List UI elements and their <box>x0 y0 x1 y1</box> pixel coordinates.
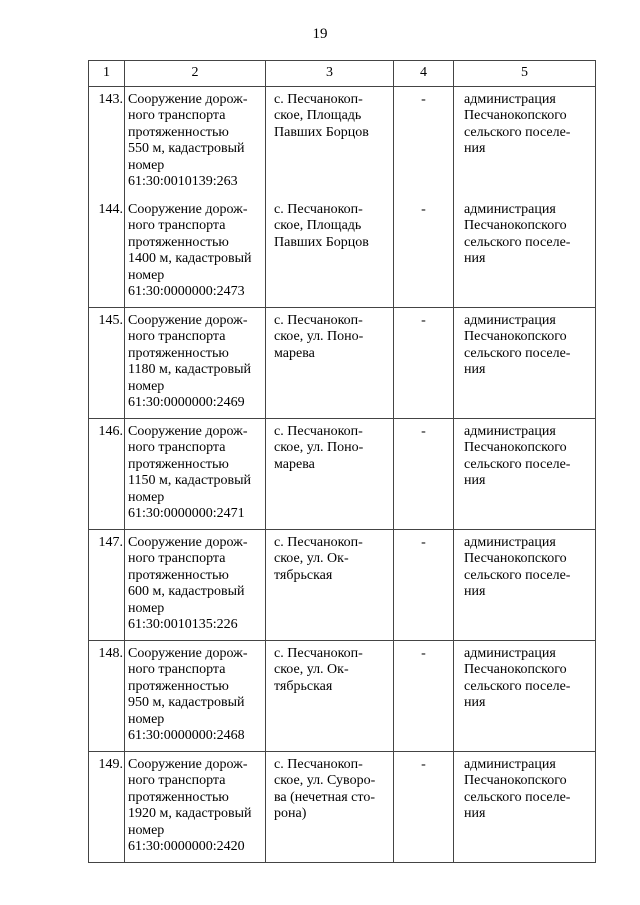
object-description-line: 600 м, кадастровый <box>128 584 245 600</box>
object-address-line: с. Песчанокоп- <box>274 424 363 439</box>
object-description-line: 61:30:0000000:2420 <box>128 839 245 855</box>
object-description-line: Сооружение дорож- <box>128 535 248 550</box>
table-row <box>89 87 596 198</box>
object-description-line: Сооружение дорож- <box>128 757 248 772</box>
object-address <box>266 752 394 863</box>
object-description-line: номер <box>128 711 165 727</box>
owner-name-line: администрация <box>464 757 556 772</box>
owner-name-line: сельского поселе- <box>464 678 571 694</box>
row-number: 143. <box>89 87 125 198</box>
object-address-line: ское, ул. Поно- <box>274 329 364 345</box>
object-description-line: ного транспорта <box>128 440 226 456</box>
owner-name-line: администрация <box>464 424 556 439</box>
object-description <box>125 308 266 419</box>
object-description-line: 950 м, кадастровый <box>128 695 245 711</box>
owner-name <box>454 530 596 641</box>
object-description-line: 61:30:0010135:226 <box>128 617 238 633</box>
object-description-line: номер <box>128 378 165 394</box>
object-description-line: 1150 м, кадастровый <box>128 473 251 489</box>
object-description-line: 1400 м, кадастровый <box>128 251 252 267</box>
owner-name-line: ния <box>464 695 486 711</box>
object-description <box>125 752 266 863</box>
object-address <box>266 419 394 530</box>
object-description-line: протяженностью <box>128 789 229 805</box>
object-description-line: протяженностью <box>128 456 229 472</box>
owner-name <box>454 752 596 863</box>
object-address-line: марева <box>274 345 315 361</box>
owner-name-line: ния <box>464 362 486 378</box>
object-address-line: с. Песчанокоп- <box>274 646 363 661</box>
owner-name-line: сельского поселе- <box>464 456 571 472</box>
column-header-3: 3 <box>266 61 394 87</box>
column-header-5: 5 <box>454 61 596 87</box>
object-address-line: ва (нечетная сто- <box>274 789 375 805</box>
object-description-line: 1920 м, кадастровый <box>128 806 252 822</box>
owner-name-line: администрация <box>464 646 556 661</box>
owner-name-line: Песчанокопского <box>464 108 567 124</box>
object-address-line: Павших Борцов <box>274 124 369 140</box>
owner-name <box>454 641 596 752</box>
object-description <box>125 419 266 530</box>
object-description-line: 61:30:0000000:2468 <box>128 728 245 744</box>
object-description-line: протяженностью <box>128 678 229 694</box>
row-number: 144. <box>89 197 125 308</box>
owner-name-line: Песчанокопского <box>464 773 567 789</box>
object-address-line: марева <box>274 456 315 472</box>
row-number: 149. <box>89 752 125 863</box>
object-description-line: протяженностью <box>128 567 229 583</box>
object-description-line: ного транспорта <box>128 662 226 678</box>
table-row <box>89 641 596 752</box>
owner-name-line: Песчанокопского <box>464 662 567 678</box>
table-row <box>89 308 596 419</box>
owner-name-line: сельского поселе- <box>464 124 571 140</box>
owner-name-line: ния <box>464 584 486 600</box>
object-description-line: Сооружение дорож- <box>128 424 248 439</box>
owner-name-line: сельского поселе- <box>464 567 571 583</box>
table-row <box>89 530 596 641</box>
object-description-line: номер <box>128 157 165 173</box>
object-description-line: ного транспорта <box>128 773 226 789</box>
object-address-line: с. Песчанокоп- <box>274 313 363 328</box>
table-row <box>89 752 596 863</box>
object-description-line: ного транспорта <box>128 108 226 124</box>
object-address <box>266 197 394 308</box>
object-description-line: Сооружение дорож- <box>128 313 248 328</box>
column-4-value: - <box>394 419 454 530</box>
row-number: 147. <box>89 530 125 641</box>
object-address-line: ское, ул. Ок- <box>274 662 349 678</box>
object-description <box>125 87 266 198</box>
owner-name <box>454 87 596 198</box>
owner-name-line: сельского поселе- <box>464 789 571 805</box>
owner-name-line: Песчанокопского <box>464 551 567 567</box>
object-address-line: ское, ул. Суворо- <box>274 773 376 789</box>
object-description <box>125 641 266 752</box>
owner-name-line: ния <box>464 141 486 157</box>
object-description-line: номер <box>128 267 165 283</box>
owner-name-line: администрация <box>464 92 556 107</box>
object-address-line: рона) <box>274 806 307 822</box>
object-description <box>125 530 266 641</box>
object-description-line: Сооружение дорож- <box>128 202 248 217</box>
object-address-line: с. Песчанокоп- <box>274 535 363 550</box>
owner-name <box>454 197 596 308</box>
object-description-line: протяженностью <box>128 124 229 140</box>
row-number: 146. <box>89 419 125 530</box>
object-description-line: ного транспорта <box>128 329 226 345</box>
object-address-line: ское, ул. Поно- <box>274 440 364 456</box>
object-address-line: Павших Борцов <box>274 234 369 250</box>
object-description-line: 61:30:0010139:263 <box>128 174 238 190</box>
object-description-line: 61:30:0000000:2471 <box>128 506 245 522</box>
column-4-value: - <box>394 308 454 419</box>
owner-name-line: администрация <box>464 313 556 328</box>
registry-table <box>88 60 596 863</box>
owner-name-line: Песчанокопского <box>464 218 567 234</box>
owner-name <box>454 419 596 530</box>
object-address-line: тябрьская <box>274 678 333 694</box>
owner-name-line: администрация <box>464 202 556 217</box>
owner-name-line: Песчанокопского <box>464 329 567 345</box>
object-address-line: с. Песчанокоп- <box>274 757 363 772</box>
object-address <box>266 87 394 198</box>
owner-name <box>454 308 596 419</box>
object-address-line: с. Песчанокоп- <box>274 92 363 107</box>
table-row <box>89 197 596 308</box>
object-description-line: ного транспорта <box>128 551 226 567</box>
owner-name-line: сельского поселе- <box>464 234 571 250</box>
object-description-line: номер <box>128 600 165 616</box>
column-header-1: 1 <box>89 61 125 87</box>
owner-name-line: сельского поселе- <box>464 345 571 361</box>
object-description-line: номер <box>128 822 165 838</box>
object-address-line: ское, Площадь <box>274 218 362 234</box>
owner-name-line: ния <box>464 806 486 822</box>
column-4-value: - <box>394 87 454 198</box>
object-address <box>266 530 394 641</box>
object-description <box>125 197 266 308</box>
column-4-value: - <box>394 197 454 308</box>
table-row <box>89 419 596 530</box>
object-description-line: ного транспорта <box>128 218 226 234</box>
owner-name-line: ния <box>464 473 486 489</box>
column-4-value: - <box>394 752 454 863</box>
object-address <box>266 308 394 419</box>
object-address-line: ское, Площадь <box>274 108 362 124</box>
column-header-2: 2 <box>125 61 266 87</box>
object-description-line: Сооружение дорож- <box>128 646 248 661</box>
object-description-line: 61:30:0000000:2473 <box>128 284 245 300</box>
column-header-4: 4 <box>394 61 454 87</box>
column-4-value: - <box>394 530 454 641</box>
object-description-line: номер <box>128 489 165 505</box>
object-address-line: с. Песчанокоп- <box>274 202 363 217</box>
object-description-line: 1180 м, кадастровый <box>128 362 251 378</box>
page-number: 19 <box>312 26 328 42</box>
object-description-line: протяженностью <box>128 234 229 250</box>
column-4-value: - <box>394 641 454 752</box>
object-address-line: тябрьская <box>274 567 333 583</box>
object-address-line: ское, ул. Ок- <box>274 551 349 567</box>
header-row <box>89 61 596 87</box>
owner-name-line: ния <box>464 251 486 267</box>
row-number: 148. <box>89 641 125 752</box>
object-description-line: протяженностью <box>128 345 229 361</box>
object-description-line: 61:30:0000000:2469 <box>128 395 245 411</box>
owner-name-line: Песчанокопского <box>464 440 567 456</box>
object-description-line: 550 м, кадастровый <box>128 141 245 157</box>
owner-name-line: администрация <box>464 535 556 550</box>
row-number: 145. <box>89 308 125 419</box>
object-address <box>266 641 394 752</box>
object-description-line: Сооружение дорож- <box>128 92 248 107</box>
